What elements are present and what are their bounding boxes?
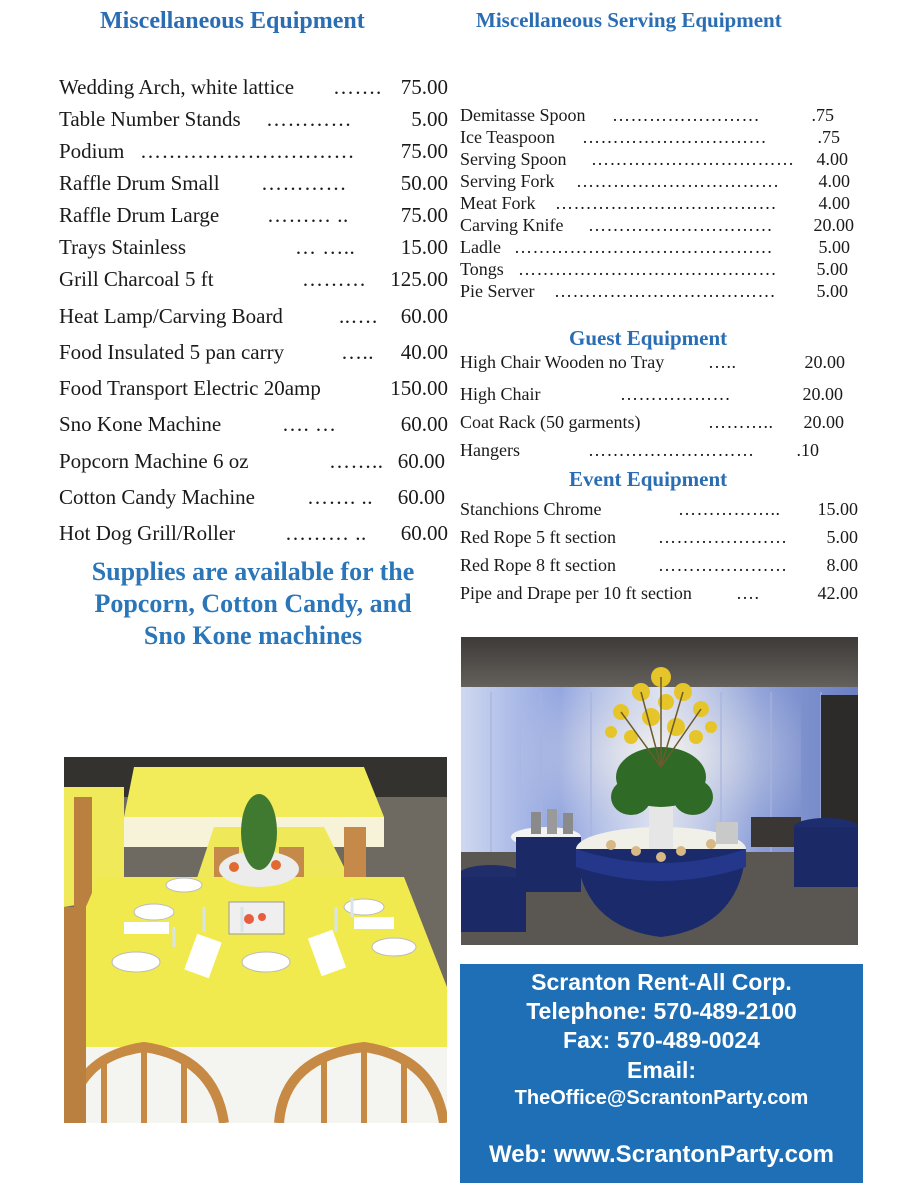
item-name: Stanchions Chrome xyxy=(460,499,602,519)
item-name: Sno Kone Machine xyxy=(59,412,222,436)
item-name: Cotton Candy Machine xyxy=(59,485,255,509)
item-name: Raffle Drum Small xyxy=(59,171,220,195)
guest-equipment-list xyxy=(460,352,848,462)
item-price: 4.00 xyxy=(818,171,850,191)
item-leader: …………………………………… xyxy=(518,259,777,279)
supplies-line-1: Supplies are available for the xyxy=(91,557,415,586)
item-leader: …………………… xyxy=(612,105,760,125)
item-name: Wedding Arch, white lattice xyxy=(59,75,295,99)
item-leader: …………………………… xyxy=(591,149,795,169)
item-leader: ..…. xyxy=(339,304,378,328)
email-label: Email: xyxy=(626,1057,697,1083)
item-price: 8.00 xyxy=(826,555,858,575)
item-leader: ……………………………… xyxy=(555,193,777,213)
item-price: 5.00 xyxy=(816,281,848,301)
item-name: Serving Fork xyxy=(460,171,555,191)
item-price: 5.00 xyxy=(818,237,850,257)
item-leader: ……… .. xyxy=(285,521,367,545)
website-link[interactable]: Web: www.ScrantonParty.com xyxy=(489,1141,834,1168)
item-name: Hangers xyxy=(460,440,520,460)
item-name: Carving Knife xyxy=(460,215,564,235)
telephone: Telephone: 570-489-2100 xyxy=(526,998,797,1024)
item-price: 75.00 xyxy=(400,75,448,99)
company-name: Scranton Rent-All Corp. xyxy=(531,969,792,995)
item-leader: … ….. xyxy=(295,235,356,259)
item-price: 42.00 xyxy=(817,583,858,603)
item-name: High Chair Wooden no Tray xyxy=(460,352,665,372)
item-name: Ice Teaspoon xyxy=(460,127,555,147)
item-name: Demitasse Spoon xyxy=(460,105,586,125)
item-name: Hot Dog Grill/Roller xyxy=(59,521,236,545)
item-leader: …………………………………… xyxy=(514,237,773,257)
supplies-line-3: Sno Kone machines xyxy=(143,621,363,650)
item-price: 60.00 xyxy=(400,304,448,328)
item-leader: ……. .. xyxy=(307,485,373,509)
item-leader: ………………………… xyxy=(140,139,355,163)
item-name: Serving Spoon xyxy=(460,149,567,169)
item-price: 15.00 xyxy=(400,235,448,259)
item-leader: ……………… xyxy=(620,384,731,404)
contact-box xyxy=(460,964,863,1183)
item-price: 15.00 xyxy=(817,499,858,519)
item-leader: ………… xyxy=(266,107,352,131)
item-name: Red Rope 5 ft section xyxy=(460,527,616,547)
item-name: Trays Stainless xyxy=(59,235,186,259)
item-price: 75.00 xyxy=(400,203,448,227)
item-price: 4.00 xyxy=(818,193,850,213)
item-price: 20.00 xyxy=(804,352,845,372)
item-leader: ……………………………… xyxy=(554,281,776,301)
item-leader: ………… xyxy=(261,171,347,195)
item-name: Tongs xyxy=(460,259,504,279)
event-room-photo xyxy=(461,637,858,945)
guest-equipment-heading: Guest Equipment xyxy=(569,326,728,350)
item-leader: ….. xyxy=(708,352,737,372)
item-leader: …. xyxy=(736,583,760,603)
event-equipment-list xyxy=(460,499,858,609)
item-price: 5.00 xyxy=(826,527,858,547)
item-leader: ……………………… xyxy=(588,440,755,460)
item-name: Meat Fork xyxy=(460,193,536,213)
item-name: Food Transport Electric 20amp xyxy=(59,376,321,400)
item-name: Pie Server xyxy=(460,281,535,301)
item-price: 60.00 xyxy=(397,485,445,509)
item-name: Red Rope 8 ft section xyxy=(460,555,616,575)
item-price: 60.00 xyxy=(400,521,448,545)
fax: Fax: 570-489-0024 xyxy=(563,1027,760,1053)
item-leader: …………………………… xyxy=(576,171,780,191)
item-name: Table Number Stands xyxy=(59,107,241,131)
item-leader: …………….. xyxy=(678,499,781,519)
serving-equipment-heading: Miscellaneous Serving Equipment xyxy=(476,8,782,32)
item-name: Podium xyxy=(59,139,125,163)
item-name: Ladle xyxy=(460,237,501,257)
misc-equipment-heading: Miscellaneous Equipment xyxy=(100,8,365,34)
item-price: 4.00 xyxy=(816,149,848,169)
item-leader: ………………… xyxy=(658,555,788,575)
item-name: Pipe and Drape per 10 ft section xyxy=(460,583,692,603)
item-price: 5.00 xyxy=(411,107,448,131)
item-name: Food Insulated 5 pan carry xyxy=(59,340,285,364)
misc-equipment-list xyxy=(59,75,448,555)
item-leader: …. … xyxy=(282,412,337,436)
item-price: 150.00 xyxy=(390,376,448,400)
item-price: 20.00 xyxy=(802,384,843,404)
item-name: High Chair xyxy=(460,384,541,404)
supplies-line-2: Popcorn, Cotton Candy, and xyxy=(94,589,412,618)
item-name: Heat Lamp/Carving Board xyxy=(59,304,283,328)
item-name: Raffle Drum Large xyxy=(59,203,220,227)
item-price: 5.00 xyxy=(816,259,848,279)
item-price: 75.00 xyxy=(400,139,448,163)
item-price: 60.00 xyxy=(397,449,445,473)
item-price: 20.00 xyxy=(803,412,844,432)
item-leader: ……… xyxy=(302,267,367,291)
supplies-note xyxy=(52,556,454,652)
email-link[interactable]: TheOffice@ScrantonParty.com xyxy=(514,1087,809,1109)
item-leader: ……….. xyxy=(708,412,774,432)
item-price: 125.00 xyxy=(390,267,448,291)
item-name: Popcorn Machine 6 oz xyxy=(59,449,249,473)
item-price: .75 xyxy=(817,127,840,147)
item-leader: ……. xyxy=(333,75,382,99)
item-price: 50.00 xyxy=(400,171,448,195)
item-leader: ………………… xyxy=(658,527,788,547)
item-name: Coat Rack (50 garments) xyxy=(460,412,641,432)
item-price: 60.00 xyxy=(400,412,448,436)
item-leader: ………………………… xyxy=(582,127,767,147)
item-leader: ….. xyxy=(341,340,374,364)
item-price: 20.00 xyxy=(813,215,854,235)
item-price: .10 xyxy=(796,440,819,460)
item-price: .75 xyxy=(811,105,834,125)
serving-equipment-list xyxy=(460,105,854,315)
table-setting-photo xyxy=(64,757,447,1123)
item-leader: ………………………… xyxy=(588,215,773,235)
event-equipment-heading: Event Equipment xyxy=(569,467,728,491)
item-leader: …….. xyxy=(329,449,384,473)
item-leader: ……… .. xyxy=(267,203,349,227)
item-name: Grill Charcoal 5 ft xyxy=(59,267,214,291)
item-price: 40.00 xyxy=(400,340,448,364)
